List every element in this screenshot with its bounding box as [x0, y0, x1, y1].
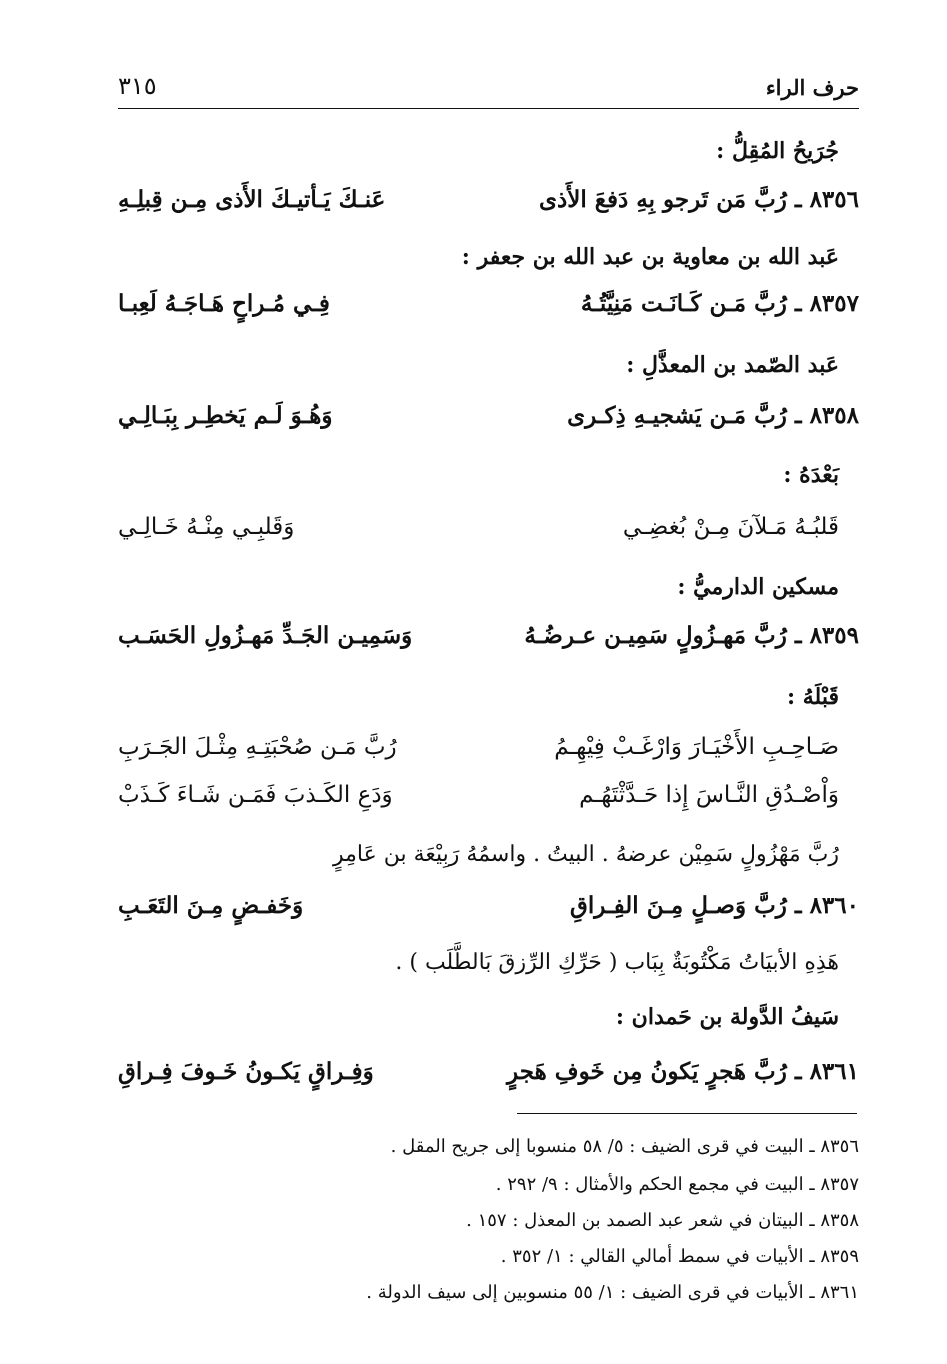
poet-heading: مسكين الدارميُّ :: [677, 574, 839, 600]
second-hemistich: عَنـكَ يَـأتيـكَ الأَذى مِـن قِبلِـهِ: [118, 186, 386, 213]
poet-heading: سَيفُ الدَّولة بن حَمدان :: [615, 1004, 839, 1030]
verse-line: [118, 782, 839, 808]
footnote-divider: [517, 1113, 857, 1114]
second-hemistich: وَسَمِيـن الجَـدِّ مَهـزُولِ الحَسَـب: [118, 622, 413, 649]
verse-line: [118, 892, 859, 919]
first-hemistich: قَلبُـهُ مَـلآنَ مِـنْ بُغضِـي: [622, 514, 839, 540]
second-hemistich: وَفِـراقٍ يَكـونُ خَـوفَ فِـراقِ: [118, 1058, 374, 1085]
verse-line: [118, 622, 859, 649]
prose-note: رُبَّ مَهْزُولٍ سَمِيْن عرضهُ . البيتُ . واسمُهُ رَبِيْعَة بن عَامِرٍ: [333, 842, 839, 867]
footnote: ٨٣٦١ ـ الأبيات في قرى الضيف : ١/ ٥٥ منسوبين إلى سيف الدولة .: [366, 1282, 859, 1303]
second-hemistich: وَقَلبِـي مِنْـهُ خَـالِـي: [118, 514, 295, 540]
poet-heading: جُرَيحُ المُقِلُّ :: [716, 138, 839, 164]
footnote: ٨٣٥٧ ـ البيت في مجمع الحكم والأمثال : ٩/ ٢٩٢ .: [495, 1174, 859, 1195]
first-hemistich: ٨٣٥٨ ـ رُبَّ مَـن يَشجيـهِ ذِكـرى: [567, 402, 859, 429]
footnote: ٨٣٥٨ ـ البيتان في شعر عبد الصمد بن المعذل : ١٥٧ .: [466, 1210, 859, 1231]
verse-line: [118, 1058, 859, 1085]
second-hemistich: رُبَّ مَـن صُحْبَتِـهِ مِثْـلَ الجَـرَبِ: [118, 734, 397, 760]
second-hemistich: فِـي مُـراحٍ هَـاجَـهُ لَعِبـا: [118, 290, 330, 317]
first-hemistich: ٨٣٥٧ ـ رُبَّ مَـن كَـانَـت مَنِيَّتُـهُ: [580, 290, 859, 317]
first-hemistich: ٨٣٦٠ ـ رُبَّ وَصـلٍ مِـنَ الفِـراقِ: [569, 892, 859, 919]
note-heading: بَعْدَهُ :: [783, 462, 839, 488]
first-hemistich: ٨٣٥٩ ـ رُبَّ مَهـزُولٍ سَمِيـن عـرضُـهُ: [524, 622, 859, 649]
footnote: ٨٣٥٦ ـ البيت في قرى الضيف : ٥/ ٥٨ منسوبا إلى جريح المقل .: [390, 1136, 859, 1157]
first-hemistich: ٨٣٦١ ـ رُبَّ هَجرٍ يَكونُ مِن خَوفِ هَجرٍ: [507, 1058, 859, 1085]
verse-line: [118, 186, 859, 213]
first-hemistich: وَاْصْـدُقِ النَّـاسَ إِذا حَـدَّثْتَهُـم: [579, 782, 839, 808]
footnote: ٨٣٥٩ ـ الأبيات في سمط أمالي القالي : ١/ ٣٥٢ .: [500, 1246, 859, 1267]
verse-line: [118, 514, 839, 540]
first-hemistich: صَـاحِـبِ الأَخْيَـارَ وَارْغَـبْ فِيْهِـمُ: [554, 734, 839, 760]
second-hemistich: وَدَعِ الكَـذبَ فَمَـن شَـاءَ كَـذَبْ: [118, 782, 393, 808]
page-number: ٣١٥: [118, 72, 157, 100]
first-hemistich: ٨٣٥٦ ـ رُبَّ مَن تَرجو بِهِ دَفعَ الأَذى: [539, 186, 859, 213]
verse-line: [118, 290, 859, 317]
poet-heading: عَبد الله بن معاوية بن عبد الله بن جعفر :: [461, 244, 839, 270]
poet-heading: عَبد الصّمد بن المعذَّلِ :: [626, 352, 839, 378]
second-hemistich: وَهُـوَ لَـم يَخطِـر بِبَـالِـي: [118, 402, 333, 429]
running-header: [118, 56, 859, 109]
note-heading: قَبْلَهُ :: [786, 684, 839, 710]
prose-note: هَذِهِ الأبيَاتُ مَكْتُوبَةٌ بِبَاب ( حَرِّكِ الرِّزقَ بَالطَّلَب ) .: [395, 950, 839, 975]
verse-line: [118, 734, 839, 760]
verse-line: [118, 402, 859, 429]
second-hemistich: وَخَفـضٍ مِـنَ التَعَـبِ: [118, 892, 304, 919]
chapter-title: حرف الراء: [765, 75, 859, 100]
